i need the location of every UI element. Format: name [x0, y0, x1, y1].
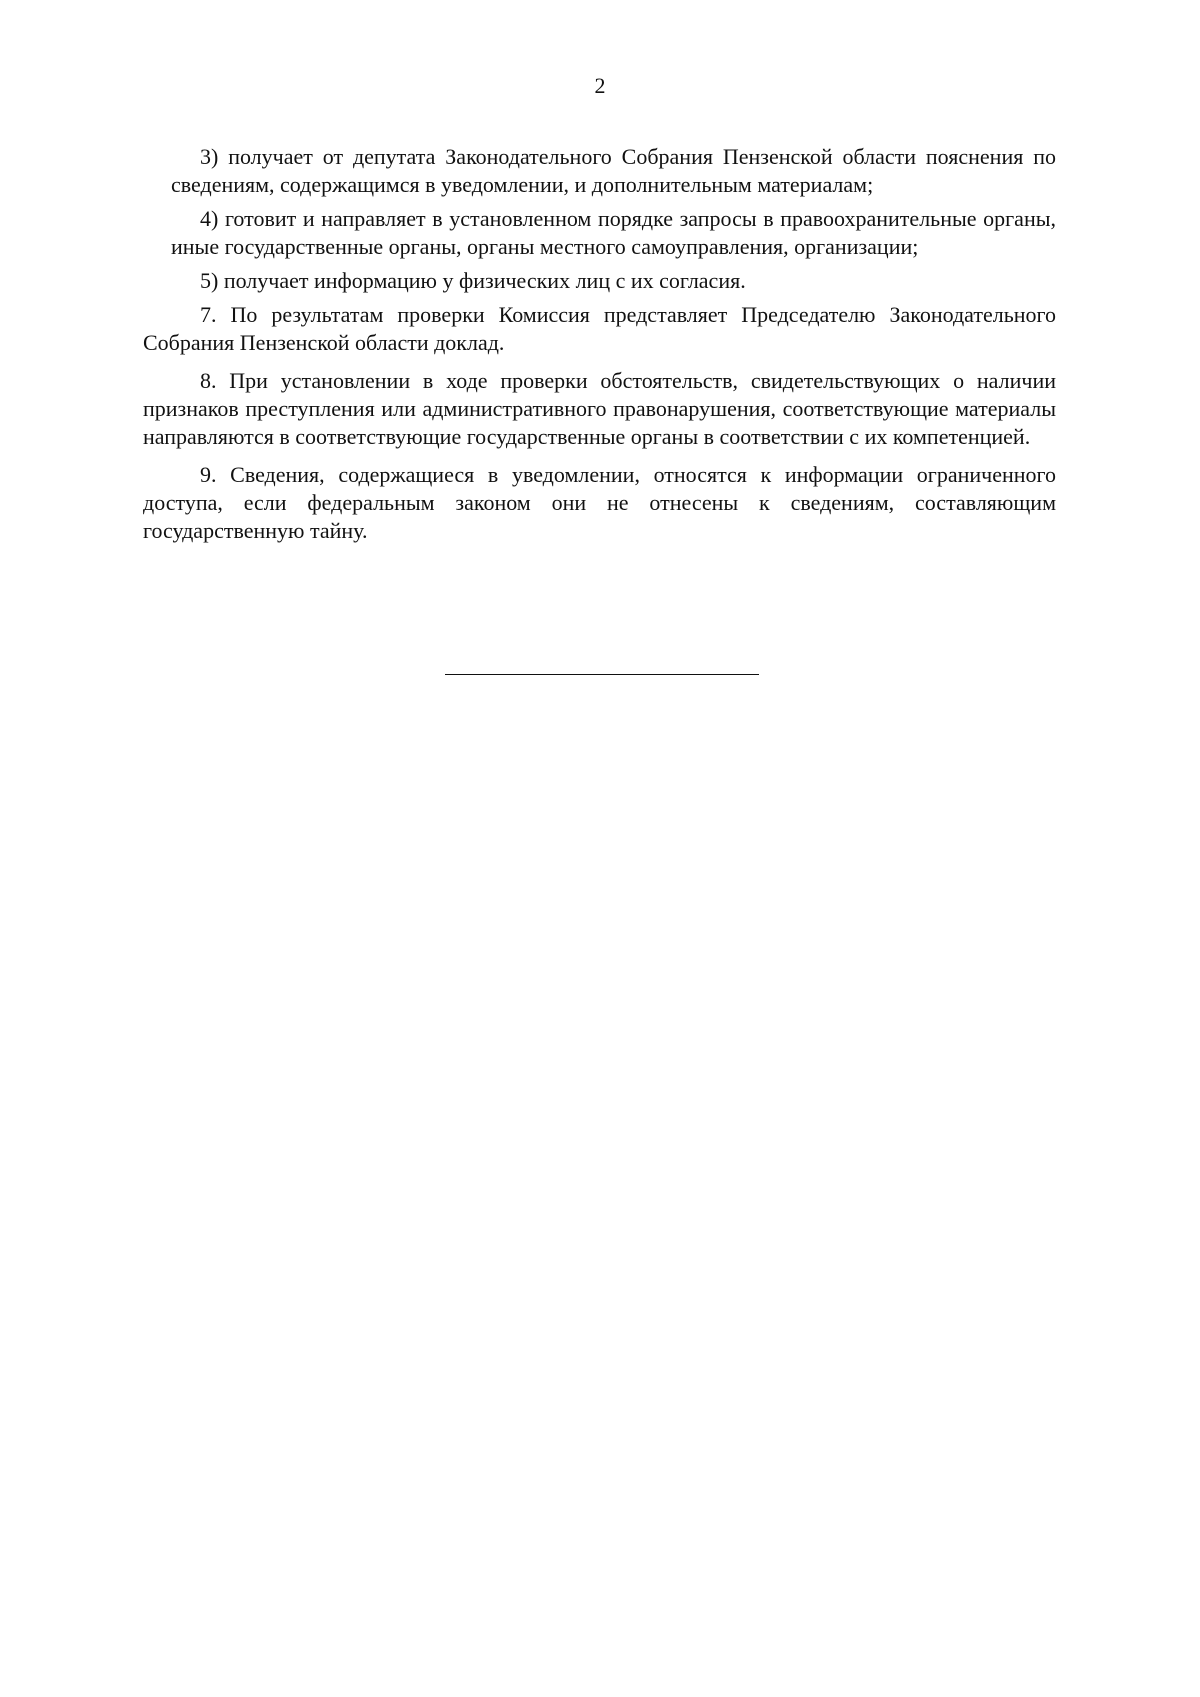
closing-rule: [445, 674, 759, 675]
subitem-3: 3) получает от депутата Законодательного Собрания Пензенской области пояснения по сведениям, содержащимся в уведомлении, и дополнительным материалам;: [171, 144, 1056, 197]
item-8: 8. При установлении в ходе проверки обстоятельств, свидетельствующих о наличии признаков преступления или административного правонарушения, соответствующие материалы направляются в соответствующие государственные органы в соответствии с их компетенцией.: [143, 368, 1056, 449]
document-body: [143, 143, 1056, 555]
subitem-4: 4) готовит и направляет в установленном порядке запросы в правоохранительные органы, иные государственные органы, органы местного самоуправления, организации;: [171, 206, 1056, 259]
item-9: 9. Сведения, содержащиеся в уведомлении, относятся к информации ограниченного доступа, если федеральным законом они не отнесены к сведениям, составляющим государственную тайну.: [143, 462, 1056, 543]
page-number: 2: [594, 73, 606, 98]
subitem-5: 5) получает информацию у физических лиц с их согласия.: [200, 268, 746, 293]
item-7: 7. По результатам проверки Комиссия представляет Председателю Законодательного Собрания Пензенской области доклад.: [143, 302, 1056, 355]
